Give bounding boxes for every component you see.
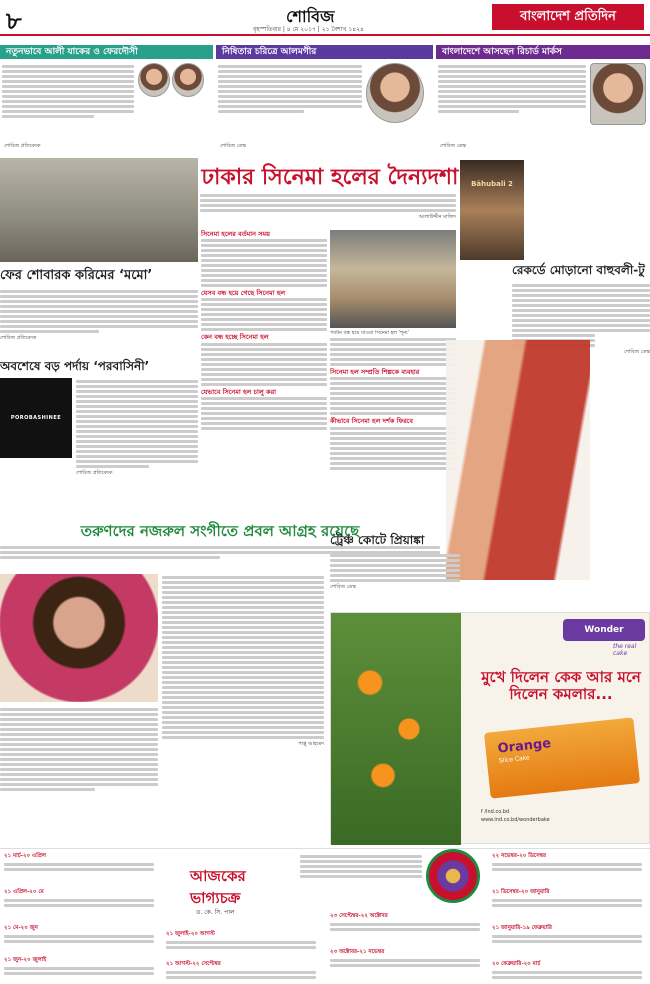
masthead: [0, 0, 650, 36]
article-headline-nazrul[interactable]: তরুণদের নজরুল সংগীতে প্রবল আগ্রহ রয়েছে: [80, 522, 360, 540]
subheading: সিনেমা হলের বর্তমান সময়: [201, 230, 270, 238]
byline: শোবিজ প্রতিবেদক: [4, 143, 41, 149]
ad-website[interactable]: www.ind.co.bd/wonderbake: [481, 817, 550, 823]
article-alamgir[interactable]: [216, 45, 433, 153]
sign-virgo: ২১ আগস্ট-২২ সেপ্টেম্বর: [166, 961, 316, 979]
facebook-handle[interactable]: f /Ind.co.bd: [481, 809, 510, 815]
orange-tree-image: [331, 613, 461, 845]
section-title: শোবিজ: [286, 7, 335, 26]
horoscope-title: আজকের: [190, 867, 246, 885]
article-ali-zaker[interactable]: [0, 45, 213, 153]
sign-taurus: ২১ এপ্রিল-২০ মে: [4, 889, 154, 907]
portrait-photo: [138, 63, 170, 97]
page-number: ৮: [6, 6, 22, 35]
subheading: কেন বন্ধ হচ্ছে সিনেমা হল: [201, 333, 269, 342]
sign-gemini: ২১ মে-২০ জুন: [4, 925, 154, 943]
date-line: বৃহস্পতিবার | ৪ মে ২০১৭ | ২১ বৈশাখ ১৪২৪: [253, 26, 364, 33]
byline: পাপ্পু আহমেদ: [298, 741, 324, 747]
horoscope-intro: [300, 853, 422, 893]
article-headline-porobashinee[interactable]: অবশেষে বড় পর্দায় ‘পরবাসিনী’: [0, 359, 150, 373]
sign-cancer: ২১ জুন-২০ জুলাই: [4, 957, 154, 975]
byline: শোবিজ ডেস্ক: [440, 143, 467, 149]
article-body: [330, 552, 460, 608]
article-body: [76, 378, 198, 514]
cinema-hall-photo: [330, 230, 456, 328]
pack-sublabel: Slice Cake: [498, 754, 531, 765]
zodiac-wheel-icon: [426, 849, 480, 903]
article-body: [2, 63, 134, 143]
byline: শোবিজ ডেস্ক: [220, 143, 247, 149]
subheading: যেসব বন্ধ হয়ে গেছে সিনেমা হল: [201, 289, 286, 298]
cake-pack: [484, 717, 640, 798]
article-headline[interactable]: নতুনভাবে আলী যাকের ও ফেরদৌসী: [0, 45, 213, 59]
article-body: [0, 288, 198, 354]
byline: আলাউদ্দীন মাজিদ: [418, 214, 456, 220]
article-headline-mamo[interactable]: ফের শোবারক করিমের ‘মমো’: [0, 268, 153, 283]
article-headline[interactable]: বাংলাদেশে আসছেন রিচার্ড মার্কস: [436, 45, 650, 59]
main-intro: [200, 192, 456, 226]
byline: শোবিজ ডেস্ক: [330, 584, 357, 590]
sign-aquarius: ২১ জানুয়ারি-১৯ ফেব্রুয়ারি: [492, 925, 642, 943]
byline: শোবিজ ডেস্ক: [623, 349, 650, 355]
article-body: [438, 63, 586, 143]
sign-leo: ২১ জুলাই-২০ আগস্ট: [166, 931, 316, 949]
subheading: যেভাবে সিনেমা হল চালু করা: [201, 387, 277, 396]
actress-photo: [446, 340, 590, 580]
byline: শোবিজ প্রতিবেদক: [76, 470, 113, 476]
scene-photo: [0, 158, 198, 262]
byline: ড. কে. সি. পাল: [196, 909, 235, 916]
article-body: [218, 63, 362, 143]
main-headline[interactable]: ঢাকার সিনেমা হলের দৈন্যদশা: [201, 165, 459, 190]
advertisement-wonder-cake[interactable]: [330, 612, 650, 844]
byline: শোবিজ প্রতিবেদক: [0, 335, 37, 341]
ad-slogan: মুখে দিলেন কেক আর মনে দিলেন কমলার...: [481, 668, 641, 703]
horoscope-section: [0, 848, 650, 984]
article-headline[interactable]: নিষিতার চরিত্রে আলমগীর: [216, 45, 433, 59]
subheading: সিনেমা হল সম্প্রতি শিল্পকে ব্যবহার: [330, 368, 420, 377]
article-body: [162, 574, 324, 846]
sign-libra: ২৩ সেপ্টেম্বর-২২ অক্টোবর: [330, 913, 480, 931]
portrait-photo: [172, 63, 204, 97]
photo-caption: পর্যটন বন্ধ হয়ে যাওয়া সিনেমা হল ‘শূন্য’: [330, 330, 410, 336]
singer-portrait: [0, 574, 158, 702]
sign-pisces: ২০ ফেব্রুয়ারি-২০ মার্চ: [492, 961, 642, 979]
pack-label: Orange: [496, 736, 552, 757]
subheading: কীভাবে সিনেমা হল দর্শক ফিরবে: [330, 417, 414, 426]
portrait-photo: [366, 63, 424, 123]
main-column-1: [201, 228, 327, 548]
sign-capricorn: ২১ ডিসেম্বর-২০ জানুয়ারি: [492, 889, 642, 907]
wonder-logo: Wonder: [563, 619, 645, 641]
main-column-2: [330, 330, 456, 530]
film-poster: POROBASHINEE: [0, 378, 72, 458]
article-body: [0, 706, 158, 846]
article-headline-bahubali[interactable]: রেকর্ডে মোড়ানো বাহুবলী-টু: [512, 263, 645, 277]
article-headline-trench[interactable]: ট্রেঞ্চ কোটে প্রিয়াঙ্কা: [330, 533, 425, 547]
ad-tagline: the real cake: [613, 643, 637, 657]
sign-scorpio: ২৩ অক্টোবর-২১ নভেম্বর: [330, 949, 480, 967]
article-richard-marx[interactable]: [436, 45, 650, 153]
horoscope-subtitle: ভাগ্যচক্র: [190, 889, 241, 907]
sign-aries: ২১ মার্চ-২০ এপ্রিল: [4, 853, 154, 871]
portrait-photo: [590, 63, 646, 125]
sign-sagittarius: ২২ নভেম্বর-২০ ডিসেম্বর: [492, 853, 642, 871]
bahubali-poster: Bāhubali 2: [460, 160, 524, 260]
newspaper-brand[interactable]: বাংলাদেশ প্রতিদিন: [492, 4, 644, 30]
